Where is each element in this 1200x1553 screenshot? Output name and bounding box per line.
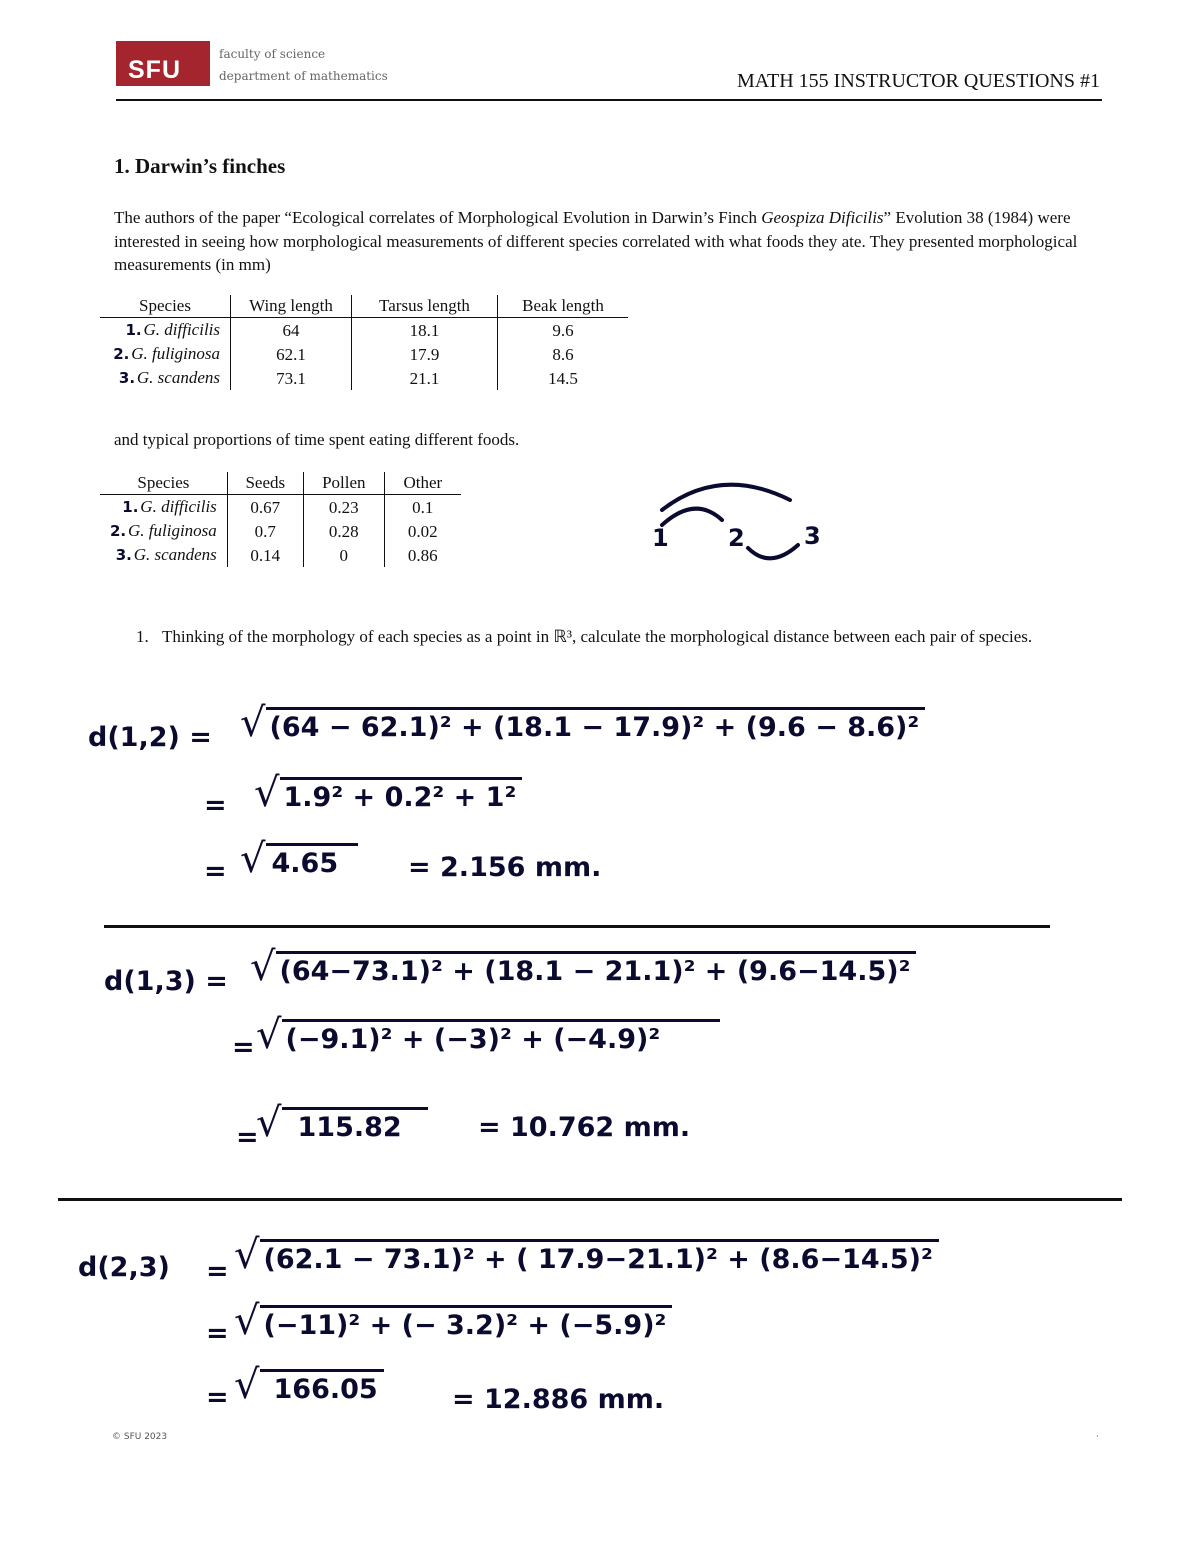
header-other: Other	[384, 472, 461, 495]
sqrt-symbol: √	[234, 1362, 260, 1408]
other-value: 0.86	[384, 543, 461, 567]
beak-value: 9.6	[498, 318, 629, 343]
intro-text-1: The authors of the paper “Ecological correlates of Morphological Evolution in Darwin’s Finch	[114, 208, 762, 227]
d23-line2	[234, 1298, 672, 1344]
wing-value: 73.1	[231, 366, 352, 390]
table-row	[100, 318, 628, 343]
footer-page-mark: ·	[1096, 1432, 1099, 1442]
d23-line1	[234, 1232, 939, 1278]
sqrt-symbol: √	[254, 770, 280, 816]
species-name: G. difficilis	[140, 497, 217, 516]
table-row	[100, 495, 461, 520]
d12-expr2: 1.9² + 0.2² + 1²	[280, 777, 523, 813]
divider	[104, 925, 1050, 928]
sqrt-symbol: √	[250, 944, 276, 990]
d13-line1	[250, 944, 916, 990]
row-mark: 1.	[122, 498, 139, 516]
pollen-value: 0.28	[303, 519, 384, 543]
intro-text-2: ” Evolution 38 (1984) were interested in seeing how morphological measurements of different species correlated with what foods they ate. They presented morphological measurements (in mm)	[114, 208, 1078, 274]
species-name: G. fuliginosa	[131, 344, 220, 363]
eq-sign: =	[204, 856, 227, 887]
morphology-table	[100, 295, 628, 390]
foods-intro: and typical proportions of time spent eating different foods.	[114, 430, 520, 449]
species-name: G. fuliginosa	[128, 521, 217, 540]
d12-expr1: (64 − 62.1)² + (18.1 − 17.9)² + (9.6 − 8.6)²	[266, 707, 926, 743]
pairing-diagram	[640, 470, 840, 580]
eq-sign: =	[236, 1122, 259, 1153]
arc-2-3	[748, 545, 798, 558]
section-title: 1. Darwin’s finches	[114, 154, 286, 178]
beak-value: 14.5	[498, 366, 629, 390]
question-number: 1.	[136, 627, 149, 646]
d12-expr3: 4.65	[266, 843, 359, 879]
eq-sign: =	[206, 1256, 229, 1287]
d23-line3	[234, 1362, 384, 1408]
eq-sign: =	[206, 1318, 229, 1349]
row-mark: 1.	[125, 321, 142, 339]
question-1	[136, 625, 1106, 649]
sqrt-symbol: √	[240, 700, 266, 746]
seeds-value: 0.14	[227, 543, 303, 567]
species-name: G. difficilis	[143, 320, 220, 339]
header-wing: Wing length	[231, 295, 352, 318]
d23-expr3: 166.05	[260, 1369, 384, 1405]
tarsus-value: 18.1	[352, 318, 498, 343]
other-value: 0.02	[384, 519, 461, 543]
logo-department: department of mathematics	[219, 69, 388, 83]
node-1-label: 1	[652, 524, 669, 552]
header-species: Species	[100, 472, 227, 495]
question-text: Thinking of the morphology of each species as a point in ℝ³, calculate the morphological distance between each pair of species.	[162, 627, 1033, 646]
logo-abbrev: SFU	[128, 56, 181, 84]
tarsus-value: 21.1	[352, 366, 498, 390]
pollen-value: 0	[303, 543, 384, 567]
footer-copyright: © SFU 2023	[112, 1432, 168, 1442]
intro-paragraph	[114, 206, 1104, 277]
page-title: MATH 155 INSTRUCTOR QUESTIONS #1	[737, 70, 1100, 92]
d13-result: = 10.762 mm.	[478, 1112, 691, 1143]
header-seeds: Seeds	[227, 472, 303, 495]
arc-1-2	[662, 509, 722, 525]
sqrt-symbol: √	[240, 836, 266, 882]
d13-expr1: (64−73.1)² + (18.1 − 21.1)² + (9.6−14.5)²	[276, 951, 917, 987]
d12-result: = 2.156 mm.	[408, 852, 602, 883]
d12-label: d(1,2) =	[88, 722, 212, 753]
d23-result: = 12.886 mm.	[452, 1384, 665, 1415]
wing-value: 64	[231, 318, 352, 343]
node-3-label: 3	[804, 522, 821, 550]
table-row	[100, 342, 628, 366]
d13-line2	[256, 1012, 720, 1058]
other-value: 0.1	[384, 495, 461, 520]
table-row	[100, 366, 628, 390]
d13-expr3: 115.82	[282, 1107, 428, 1143]
d23-label: d(2,3)	[78, 1252, 170, 1283]
d12-line2	[254, 770, 522, 816]
node-2-label: 2	[728, 524, 745, 552]
header-species: Species	[100, 295, 231, 318]
eq-sign: =	[232, 1032, 255, 1063]
sqrt-symbol: √	[234, 1298, 260, 1344]
arc-1-3	[662, 485, 790, 510]
row-mark: 3.	[118, 369, 136, 387]
wing-value: 62.1	[231, 342, 352, 366]
d13-line3	[256, 1100, 428, 1146]
divider	[58, 1198, 1122, 1201]
sqrt-symbol: √	[256, 1012, 282, 1058]
d12-line3	[240, 836, 358, 882]
pollen-value: 0.23	[303, 495, 384, 520]
logo-faculty: faculty of science	[219, 47, 326, 61]
intro-species-name: Geospiza Dificilis	[761, 208, 884, 227]
seeds-value: 0.7	[227, 519, 303, 543]
row-mark: 2.	[110, 522, 127, 540]
species-name: G. scandens	[133, 545, 217, 564]
d12-line1	[240, 700, 925, 746]
row-mark: 3.	[115, 546, 132, 564]
header-pollen: Pollen	[303, 472, 384, 495]
sqrt-symbol: √	[234, 1232, 260, 1278]
d13-expr2: (−9.1)² + (−3)² + (−4.9)²	[282, 1019, 721, 1055]
eq-sign: =	[204, 790, 227, 821]
d23-expr2: (−11)² + (− 3.2)² + (−5.9)²	[260, 1305, 673, 1341]
diet-table	[100, 472, 461, 567]
eq-sign: =	[206, 1382, 229, 1413]
header-beak: Beak length	[498, 295, 629, 318]
d13-label: d(1,3) =	[104, 966, 228, 997]
seeds-value: 0.67	[227, 495, 303, 520]
header-tarsus: Tarsus length	[352, 295, 498, 318]
species-name: G. scandens	[136, 368, 220, 387]
d23-expr1: (62.1 − 73.1)² + ( 17.9−21.1)² + (8.6−14.5)²	[260, 1239, 939, 1275]
header-divider	[116, 99, 1102, 101]
table-row	[100, 519, 461, 543]
sqrt-symbol: √	[256, 1100, 282, 1146]
beak-value: 8.6	[498, 342, 629, 366]
tarsus-value: 17.9	[352, 342, 498, 366]
row-mark: 2.	[113, 345, 130, 363]
table-row	[100, 543, 461, 567]
